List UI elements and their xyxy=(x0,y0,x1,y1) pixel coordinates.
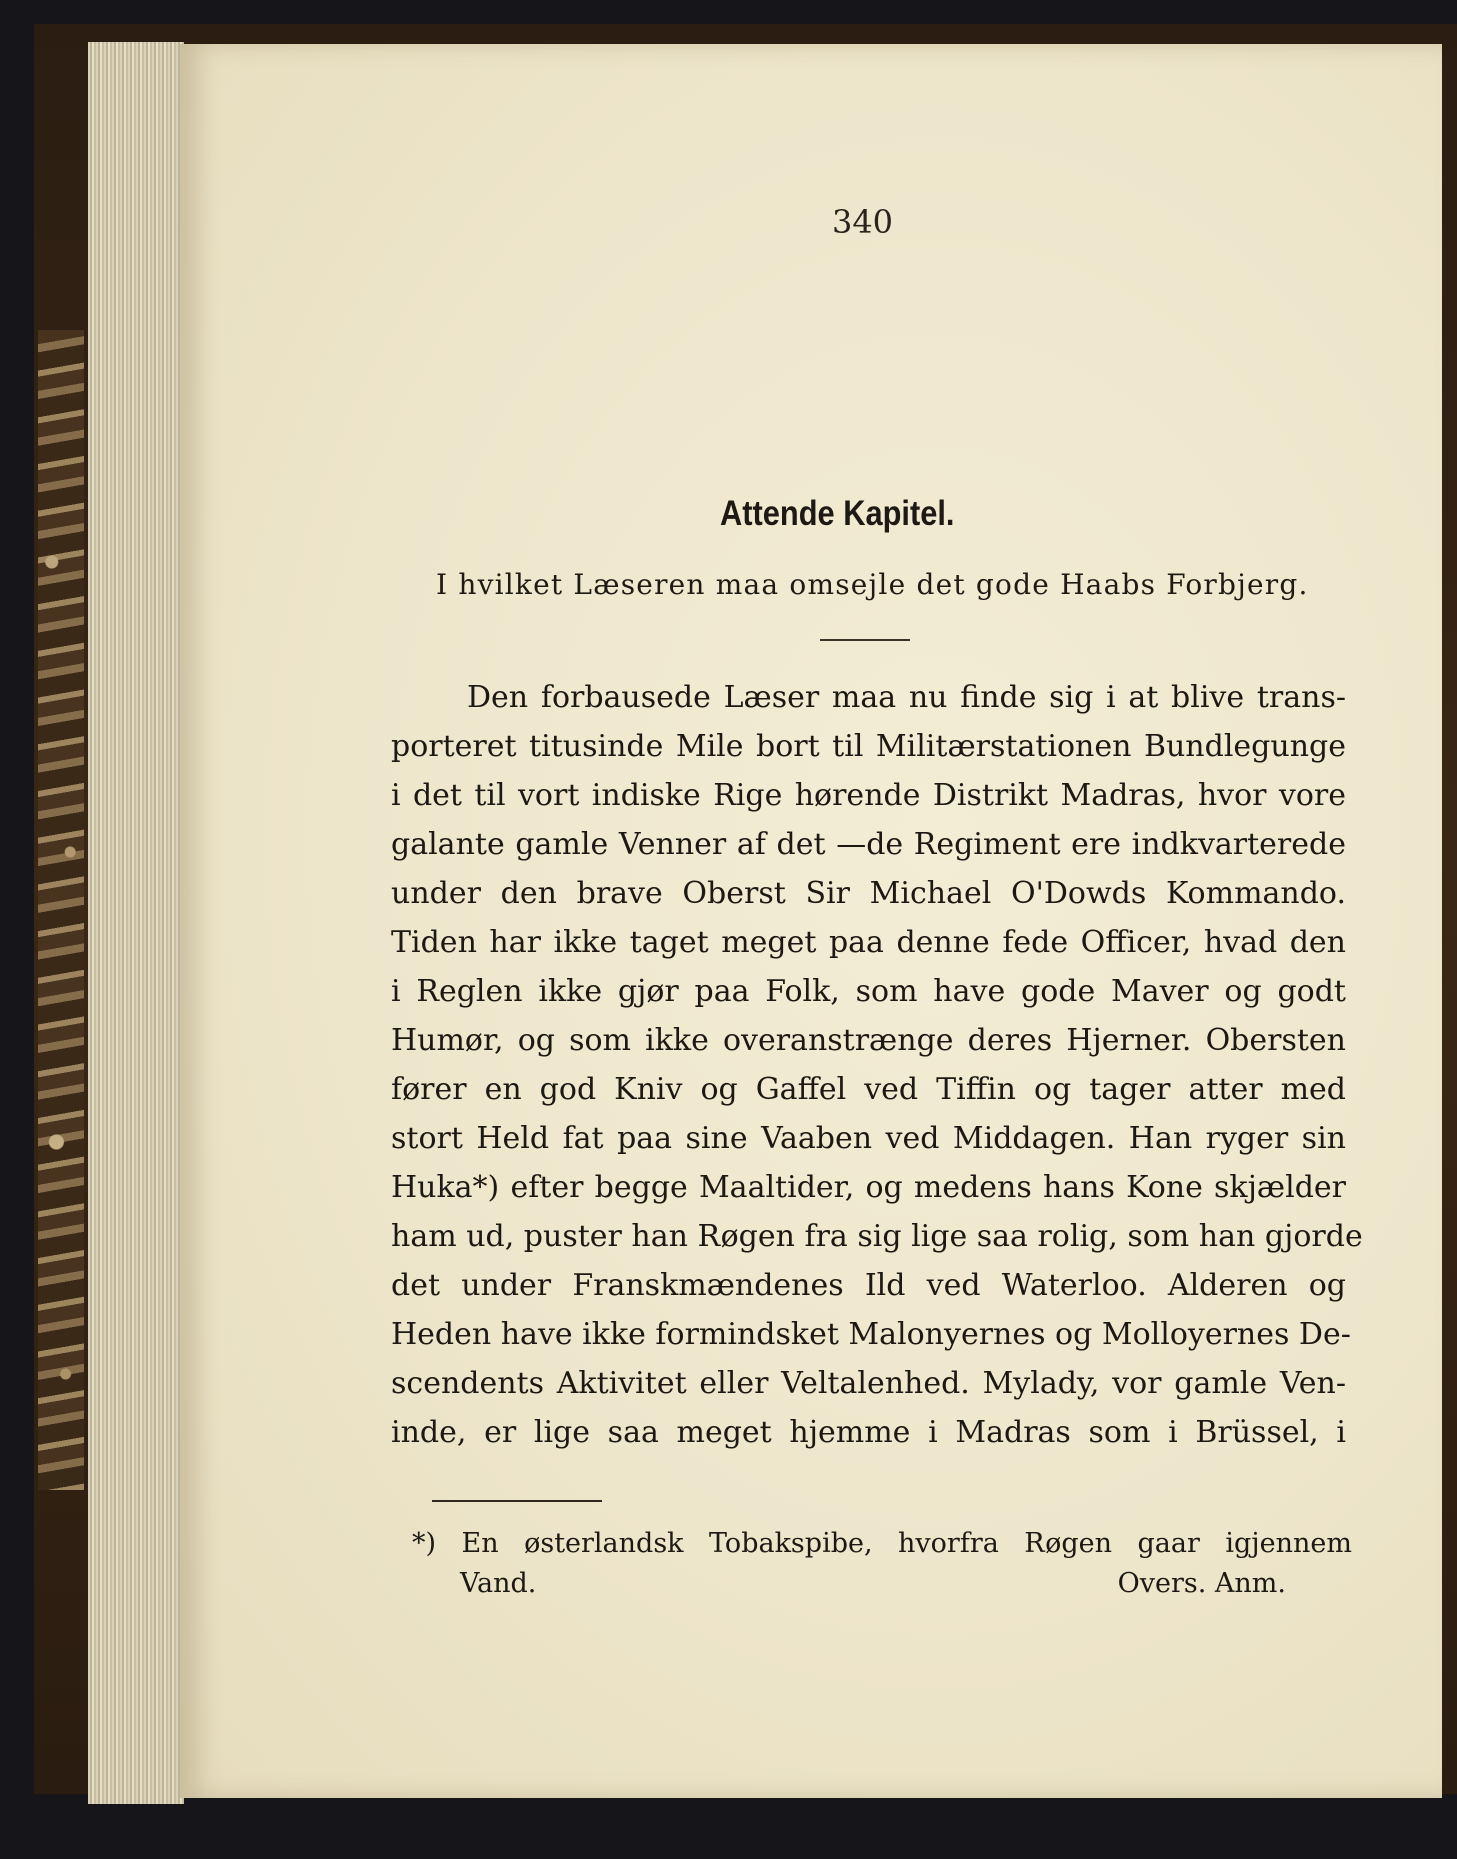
text-line: stort Held fat paa sine Vaaben ved Middagen. Han ryger sin xyxy=(391,1121,1346,1156)
text-line: det under Franskmændenes Ild ved Waterloo. Alderen og xyxy=(391,1268,1346,1303)
title-divider xyxy=(820,639,910,641)
text-line: Humør, og som ikke overanstrænge deres Hjerner. Obersten xyxy=(391,1023,1346,1058)
text-line: ham ud, puster han Røgen fra sig lige saa rolig, som han gjorde xyxy=(391,1219,1363,1254)
page-number: 340 xyxy=(831,203,894,241)
marbled-binding xyxy=(38,330,84,1490)
text-line: fører en god Kniv og Gaffel ved Tiffin og tager atter med xyxy=(391,1072,1346,1107)
chapter-subtitle: I hvilket Læseren maa omsejle det gode Haabs Forbjerg. xyxy=(436,568,1309,601)
footnote-rule xyxy=(432,1500,602,1502)
text-line: Huka*) efter begge Maaltider, og medens hans Kone skjælder xyxy=(391,1170,1346,1205)
text-line: scendents Aktivitet eller Veltalenhed. Mylady, vor gamle Ven- xyxy=(391,1366,1346,1401)
text-line: porteret titusinde Mile bort til Militærstationen Bundlegunge xyxy=(391,729,1346,764)
footnote xyxy=(412,1524,1352,1604)
text-line: Heden have ikke formindsket Malonyernes og Molloyernes De- xyxy=(391,1317,1351,1352)
body-text xyxy=(391,673,1363,1457)
footnote-line: *) En østerlandsk Tobakspibe, hvorfra Røgen gaar igjennem xyxy=(412,1528,1352,1559)
text-line: i det til vort indiske Rige hørende Distrikt Madras, hvor vore xyxy=(391,778,1346,813)
text-line: Den forbausede Læser maa nu finde sig i at blive trans- xyxy=(467,680,1346,715)
footnote-line xyxy=(412,1564,1352,1604)
text-line: under den brave Oberst Sir Michael O'Dowds Kommando. xyxy=(391,876,1346,911)
text-line: galante gamle Venner af det —de Regiment ere indkvarterede xyxy=(391,827,1346,862)
translator-note: Overs. Anm. xyxy=(1117,1568,1286,1599)
text-line: Tiden har ikke taget meget paa denne fede Officer, hvad den xyxy=(391,925,1346,960)
page-edges xyxy=(88,42,184,1804)
chapter-title: Attende Kapitel. xyxy=(720,494,955,533)
text-line: inde, er lige saa meget hjemme i Madras som i Brüssel, i xyxy=(391,1415,1346,1450)
footnote-continuation: Vand. xyxy=(460,1568,537,1599)
text-line: i Reglen ikke gjør paa Folk, som have gode Maver og godt xyxy=(391,974,1346,1009)
